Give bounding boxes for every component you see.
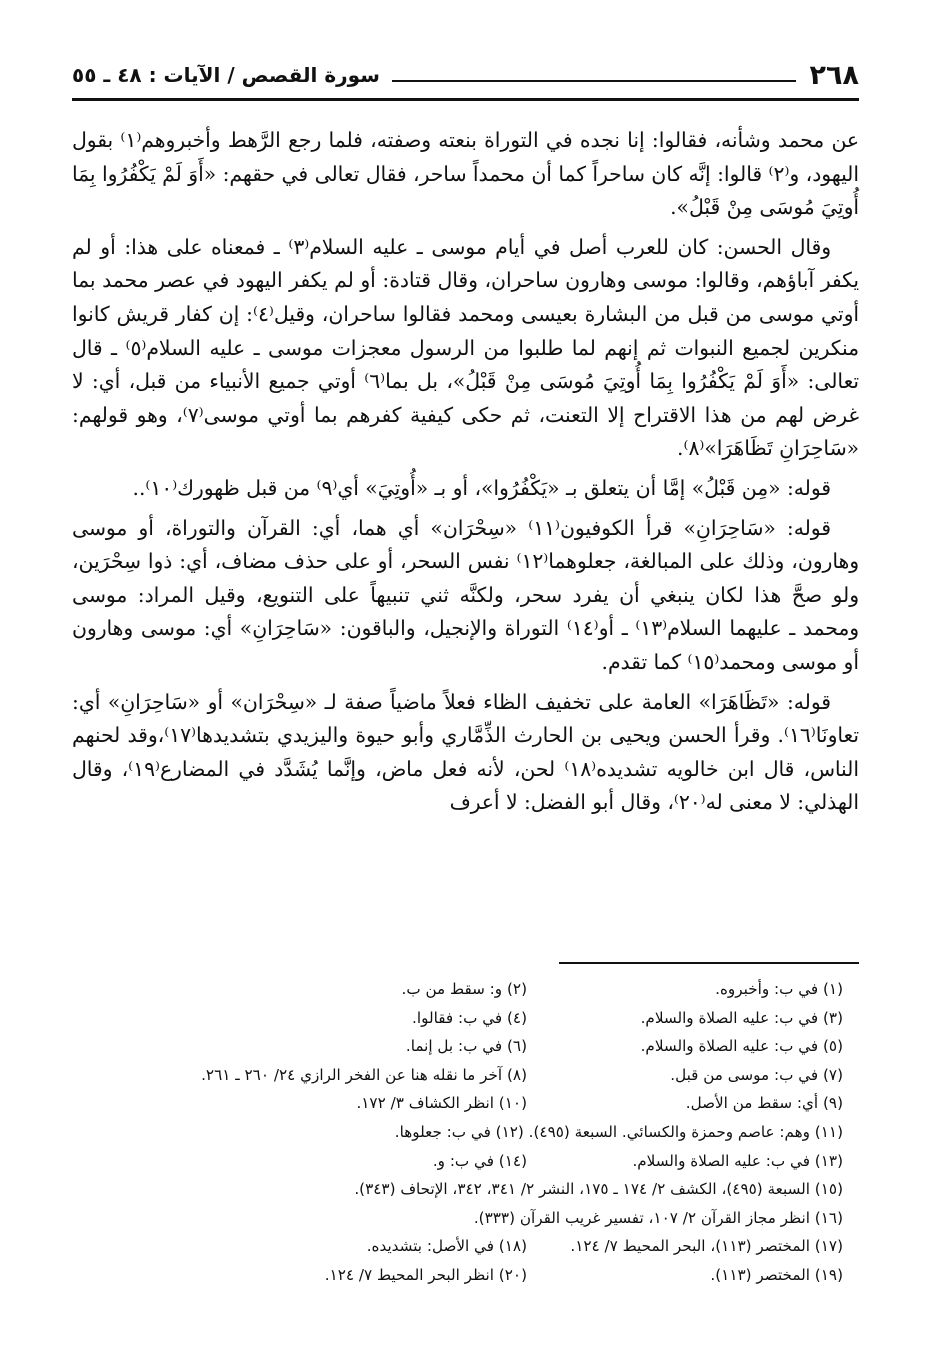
footnotes <box>72 975 843 1290</box>
footnote: (٥) في ب: عليه الصلاة والسلام. <box>640 1037 843 1056</box>
footnote: (١) في ب: وأخبروه. <box>715 980 843 998</box>
header-rule <box>392 80 796 82</box>
footnote-row <box>72 1004 843 1033</box>
running-title: سورة القصص / الآيات : ٤٨ ـ ٥٥ <box>72 63 380 87</box>
footnote-row <box>72 1061 843 1090</box>
footnote: (٧) في ب: موسى من قبل. <box>670 1065 843 1084</box>
paragraph: وقال الحسن: كان للعرب أصل في أيام موسى ـ عليه السلام⁽٣⁾ ـ فمعناه على هذا: أو لم يكفر آباؤهم، وقالوا: موسى وهارون ساحران، وقال قتادة: أو لم يكفر اليهود في عصر محمد بما أوتي موسى من قبل من البشارة بعيسى ومحمد فقالوا ساحران، وقيل⁽٤⁾: إن كفار قريش كانوا منكرين لجميع النبوات ثم إنهم لما طلبوا من الرسول معجزات موسى ـ عليه السلام⁽٥⁾ ـ قال تعالى: «أَوَ لَمْ يَكْفُرُوا بِمَا أُوتِيَ مُوسَى مِنْ قَبْلُ»، بل بما⁽٦⁾ أوتي جميع الأنبياء من قبل، أي: لا غرض لهم من هذا الاقتراح إلا التعنت، ثم حكى كيفية كفرهم بما أوتي موسى⁽٧⁾، وهو قولهم: «سَاحِرَانِ تَظَاهَرَا»⁽٨⁾. <box>72 234 860 461</box>
footnote-row <box>72 975 843 1004</box>
footnote-row <box>72 1175 843 1204</box>
footnote-row <box>72 1261 843 1290</box>
footnote-row <box>72 1232 843 1261</box>
footnote-row <box>72 1032 843 1061</box>
footnote: (١٥) السبعة (٤٩٥)، الكشف ٢/ ١٧٤ ـ ١٧٥، النشر ٢/ ٣٤١، ٣٤٢، الإتحاف (٣٤٣). <box>354 1180 843 1199</box>
footnote: (٦) في ب: بل إنما. <box>405 1037 527 1056</box>
footnote: (٢٠) انظر البحر المحيط ٧/ ١٢٤. <box>324 1265 527 1284</box>
footnote: (٨) آخر ما نقله هنا عن الفخر الرازي ٢٤/ ٢٦٠ ـ ٢٦١. <box>201 1065 527 1084</box>
paragraph: قوله: «سَاحِرَانِ» قرأ الكوفيون⁽١١⁾ «سِحْرَان» أي هما، أي: القرآن والتوراة، أو موسى وهارون، وذلك على المبالغة، جعلوهما⁽١٢⁾ نفس السحر، أو على حذف مضاف، أي: ذوا سِحْرَين، ولو صحَّ هذا لكان ينبغي أن يفرد سحر، ولكنَّه ثني تنبيهاً على التنويع، وقيل المراد: موسى ومحمد ـ عليهما السلام⁽١٣⁾ ـ أو⁽١٤⁾ التوراة والإنجيل، والباقون: «سَاحِرَانِ» أي: موسى وهارون أو موسى ومحمد⁽١٥⁾ كما تقدم. <box>72 515 860 674</box>
footnote-row <box>72 1204 843 1233</box>
paragraph: عن محمد وشأنه، فقالوا: إنا نجده في التوراة بنعته وصفته، فلما رجع الرَّهط وأخبروهم⁽١⁾ بقول اليهود، و⁽٢⁾ قالوا: إنَّه كان ساحراً كما أن محمداً ساحر، فقال تعالى في حقهم: «أَوَ لَمْ يَكْفُرُوا بِمَا أُوتِيَ مُوسَى مِنْ قَبْلُ». <box>72 128 860 220</box>
footnote: (٣) في ب: عليه الصلاة والسلام. <box>640 1008 843 1027</box>
footnote: (١١) وهم: عاصم وحمزة والكسائي. السبعة (٤٩٥). (١٢) في ب: جعلوها. <box>394 1122 843 1141</box>
main-text <box>72 124 859 826</box>
footnote: (١٣) في ب: عليه الصلاة والسلام. <box>632 1151 843 1170</box>
footnote: (١٩) المختصر (١١٣). <box>710 1265 843 1284</box>
footnote: (١٤) في ب: و. <box>432 1151 527 1170</box>
footnote: (١٧) المختصر (١١٣)، البحر المحيط ٧/ ١٢٤. <box>570 1237 843 1256</box>
footnote-row <box>72 1089 843 1118</box>
footnote: (٤) في ب: فقالوا. <box>412 1008 527 1027</box>
footnote-separator <box>559 962 859 964</box>
page-number: ٢٦٨ <box>809 59 859 91</box>
footnote-row <box>72 1118 843 1147</box>
paragraph: قوله: «مِن قَبْلُ» إمَّا أن يتعلق بـ «يَكْفُرُوا»، أو بـ «أُوتِيَ» أي⁽٩⁾ من قبل ظهورك⁽١٠⁾.. <box>132 475 831 500</box>
paragraph: قوله: «تَظَاهَرَا» العامة على تخفيف الظاء فعلاً ماضياً صفة لـ «سِحْرَان» أو «سَاحِرَانِ» أي: تعاونَا⁽١٦⁾. وقرأ الحسن ويحيى بن الحارث الذِّمَّاري وأبو حيوة واليزيدي بتشديدها⁽١٧⁾،وقد لحنهم الناس، قال ابن خالويه تشديده⁽١٨⁾ لحن، لأنه فعل ماض، وإنَّما يُشَدَّد في المضارع⁽١٩⁾، وقال الهذلي: لا معنى له⁽٢٠⁾، وقال أبو الفضل: لا أعرف <box>72 689 859 815</box>
page-header <box>72 52 859 101</box>
footnote: (٢) و: سقط من ب. <box>401 980 527 998</box>
footnote-row <box>72 1147 843 1176</box>
footnote: (١٨) في الأصل: بتشديده. <box>366 1237 527 1256</box>
footnote: (٩) أي: سقط من الأصل. <box>685 1094 843 1113</box>
footnote: (١٠) انظر الكشاف ٣/ ١٧٢. <box>356 1094 527 1113</box>
footnote: (١٦) انظر مجاز القرآن ٢/ ١٠٧، تفسير غريب القرآن (٣٣٣). <box>473 1208 843 1227</box>
